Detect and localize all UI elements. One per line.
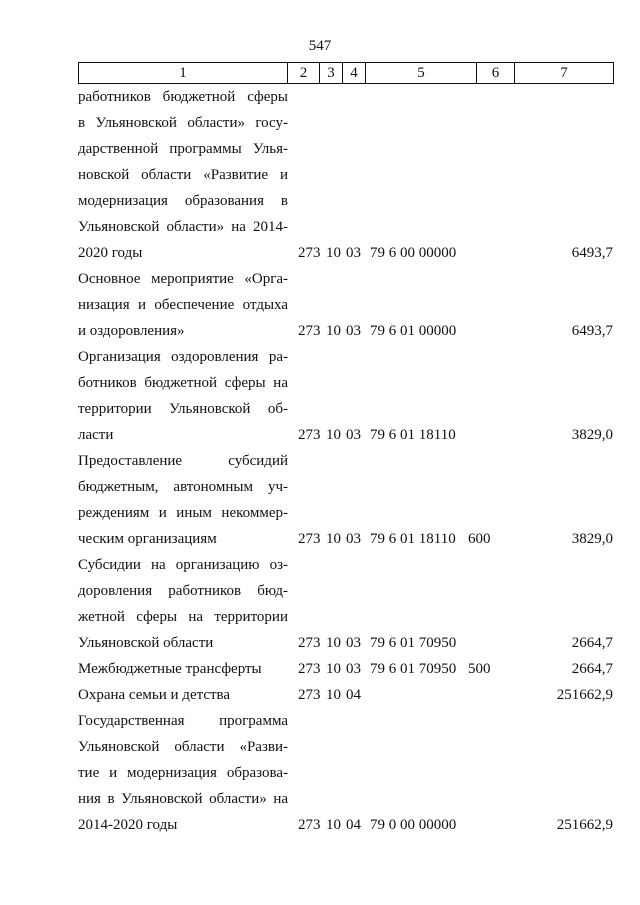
description-line: и оздоровления» bbox=[78, 323, 185, 339]
target-article-code: 79 6 01 70950 bbox=[370, 635, 457, 651]
description-line: территории Ульяновской об- bbox=[78, 401, 288, 417]
table-row bbox=[0, 266, 640, 344]
description-line: Субсидии на организацию оз- bbox=[78, 557, 288, 573]
amount: 251662,9 bbox=[556, 687, 613, 703]
header-col-3: 3 bbox=[320, 63, 343, 83]
subsection-code: 03 bbox=[346, 323, 361, 339]
subsection-code: 03 bbox=[346, 427, 361, 443]
row-description bbox=[78, 344, 288, 448]
subsection-code: 03 bbox=[346, 661, 361, 677]
subsection-code: 03 bbox=[346, 245, 361, 261]
description-line: в Ульяновской области» госу- bbox=[78, 115, 288, 131]
chapter-code: 273 bbox=[298, 687, 321, 703]
table-row bbox=[0, 344, 640, 448]
description-line: новской области «Развитие и bbox=[78, 167, 288, 183]
row-description bbox=[78, 448, 288, 552]
description-line: Межбюджетные трансферты bbox=[78, 661, 262, 677]
table-row bbox=[0, 656, 640, 682]
target-article-code: 79 6 00 00000 bbox=[370, 245, 457, 261]
table-row bbox=[0, 682, 640, 708]
expense-type-code: 600 bbox=[468, 531, 491, 547]
section-code: 10 bbox=[326, 245, 341, 261]
chapter-code: 273 bbox=[298, 323, 321, 339]
description-line: ния в Ульяновской области» на bbox=[78, 791, 288, 807]
description-line: ласти bbox=[78, 427, 114, 443]
subsection-code: 04 bbox=[346, 817, 361, 833]
amount: 6493,7 bbox=[571, 245, 613, 261]
page-number: 547 bbox=[308, 38, 332, 54]
target-article-code: 79 0 00 00000 bbox=[370, 817, 457, 833]
chapter-code: 273 bbox=[298, 245, 321, 261]
description-line: ческим организациям bbox=[78, 531, 217, 547]
description-line: бюджетным, автономным уч- bbox=[78, 479, 288, 495]
chapter-code: 273 bbox=[298, 531, 321, 547]
table-row bbox=[0, 552, 640, 656]
amount: 6493,7 bbox=[571, 323, 613, 339]
amount: 2664,7 bbox=[571, 661, 613, 677]
expense-type-code: 500 bbox=[468, 661, 491, 677]
chapter-code: 273 bbox=[298, 817, 321, 833]
description-line: Ульяновской области bbox=[78, 635, 214, 651]
table-row bbox=[0, 448, 640, 552]
chapter-code: 273 bbox=[298, 635, 321, 651]
row-description bbox=[78, 84, 288, 266]
description-line: Ульяновской области» на 2014- bbox=[78, 219, 288, 235]
amount: 3829,0 bbox=[571, 427, 613, 443]
target-article-code: 79 6 01 70950 bbox=[370, 661, 457, 677]
header-col-7: 7 bbox=[560, 65, 568, 81]
section-code: 10 bbox=[326, 661, 341, 677]
amount: 251662,9 bbox=[556, 817, 613, 833]
section-code: 10 bbox=[326, 687, 341, 703]
description-line: работников бюджетной сферы bbox=[78, 89, 288, 105]
table-header bbox=[78, 62, 614, 84]
target-article-code: 79 6 01 18110 bbox=[370, 531, 456, 547]
header-col-4: 4 bbox=[343, 63, 366, 83]
description-line: Охрана семьи и детства bbox=[78, 687, 231, 703]
row-description bbox=[78, 682, 288, 708]
section-code: 10 bbox=[326, 635, 341, 651]
chapter-code: 273 bbox=[298, 427, 321, 443]
section-code: 10 bbox=[326, 427, 341, 443]
header-col-5: 5 bbox=[366, 63, 477, 83]
section-code: 10 bbox=[326, 817, 341, 833]
section-code: 10 bbox=[326, 323, 341, 339]
row-description bbox=[78, 266, 288, 344]
description-line: модернизация образования в bbox=[78, 193, 288, 209]
target-article-code: 79 6 01 18110 bbox=[370, 427, 456, 443]
row-description bbox=[78, 708, 288, 838]
description-line: дарственной программы Улья- bbox=[78, 141, 288, 157]
description-line: доровления работников бюд- bbox=[78, 583, 288, 599]
table-row bbox=[0, 708, 640, 838]
table-body bbox=[0, 84, 640, 838]
section-code: 10 bbox=[326, 531, 341, 547]
description-line: реждениям и иным некоммер- bbox=[78, 505, 288, 521]
description-line: жетной сферы на территории bbox=[78, 609, 288, 625]
description-line: 2014-2020 годы bbox=[78, 817, 178, 833]
description-line: Организация оздоровления ра- bbox=[78, 349, 288, 365]
subsection-code: 04 bbox=[346, 687, 361, 703]
target-article-code: 79 6 01 00000 bbox=[370, 323, 457, 339]
description-line: низация и обеспечение отдыха bbox=[78, 297, 288, 313]
description-line: ботников бюджетной сферы на bbox=[78, 375, 288, 391]
row-description bbox=[78, 552, 288, 656]
amount: 3829,0 bbox=[571, 531, 613, 547]
header-col-1: 1 bbox=[79, 63, 288, 83]
row-description bbox=[78, 656, 288, 682]
header-col-6: 6 bbox=[477, 63, 515, 83]
description-line: Ульяновской области «Разви- bbox=[78, 739, 288, 755]
subsection-code: 03 bbox=[346, 635, 361, 651]
subsection-code: 03 bbox=[346, 531, 361, 547]
amount: 2664,7 bbox=[571, 635, 613, 651]
table-row bbox=[0, 84, 640, 266]
description-line: Основное мероприятие «Орга- bbox=[78, 271, 288, 287]
header-col-2: 2 bbox=[288, 63, 320, 83]
description-line: Предоставление субсидий bbox=[78, 453, 288, 469]
description-line: тие и модернизация образова- bbox=[78, 765, 288, 781]
description-line: 2020 годы bbox=[78, 245, 143, 261]
description-line: Государственная программа bbox=[78, 713, 288, 729]
chapter-code: 273 bbox=[298, 661, 321, 677]
